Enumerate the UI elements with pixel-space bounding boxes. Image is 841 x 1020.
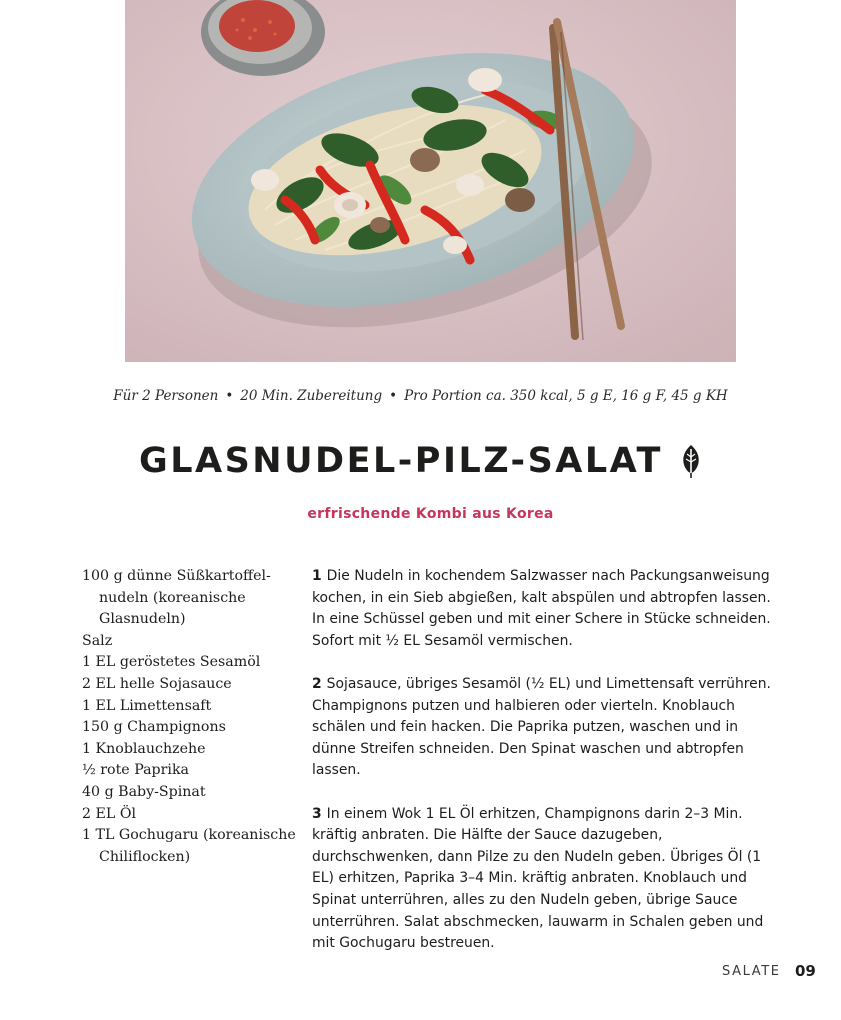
ingredient-item: ½ rote Paprika <box>82 762 190 779</box>
ingredient-item: 150 g Champignons <box>82 719 226 736</box>
ingredient-item: 1 EL Limettensaft <box>82 697 212 714</box>
footer-section-label: SALATE <box>722 964 781 979</box>
ingredient-item: 1 EL geröstetes Sesamöl <box>82 654 261 671</box>
prep-time: 20 Min. Zubereitung <box>240 388 383 404</box>
step-1 <box>312 566 777 652</box>
ingredient-item: 2 EL helle Sojasauce <box>82 675 232 692</box>
step-number: 2 <box>312 675 322 692</box>
recipe-meta <box>0 388 841 404</box>
servings: Für 2 Personen <box>113 388 219 404</box>
step-2 <box>312 674 777 782</box>
ingredient-item: 100 g dünne Süßkartoffelnudeln (koreanische Glasnudeln) <box>82 568 271 628</box>
step-text: Die Nudeln in kochendem Salzwasser nach Packungsanweisung kochen, in ein Sieb abgießen, kalt abspülen und abtropfen lassen. In eine Schüssel geben und mit einer Schere in Stücke schneiden. Sofort mit ½ EL Sesamöl vermischen. <box>312 568 771 649</box>
separator: • <box>389 388 398 404</box>
step-number: 1 <box>312 568 322 584</box>
page-number: 09 <box>795 962 816 980</box>
title-row <box>0 441 841 481</box>
ingredient-item: 40 g Baby-Spinat <box>82 783 206 800</box>
recipe-photo <box>125 0 736 362</box>
recipe-subtitle: erfrischende Kombi aus Korea <box>307 506 554 522</box>
step-number: 3 <box>312 805 322 822</box>
ingredient-item: 2 EL Öl <box>82 805 136 822</box>
preparation-steps <box>312 566 777 976</box>
ingredient-item: Salz <box>82 632 113 649</box>
separator: • <box>225 388 234 404</box>
ingredient-list <box>82 566 297 868</box>
step-text: Sojasauce, übriges Sesamöl (½ EL) und Limettensaft verrühren. Champignons putzen und halbieren oder vierteln. Knoblauch schälen und fein hacken. Die Paprika putzen, waschen und in dünne Streifen schneiden. Den Spinat waschen und abtropfen lassen. <box>312 675 771 779</box>
recipe-title: GLASNUDEL-PILZ-SALAT <box>138 441 663 481</box>
ingredient-item: 1 TL Gochugaru (koreanische Chiliflocken) <box>82 827 296 865</box>
nutrition-info: Pro Portion ca. 350 kcal, 5 g E, 16 g F, 45 g KH <box>404 388 728 404</box>
leaf-icon <box>680 443 702 479</box>
step-text: In einem Wok 1 EL Öl erhitzen, Champignons darin 2–3 Min. kräftig anbraten. Die Hälfte der Sauce dazugeben, durchschwenken, dann Pilze zu den Nudeln geben. Übriges Öl (1 EL) erhitzen, Paprika 3–4 Min. kräftig anbraten. Knoblauch und Spinat unterrühren, alles zu den Nudeln geben, übrige Sauce unterrühren. Salat abschmecken, lauwarm in Schalen geben und mit Gochugaru bestreuen. <box>312 805 764 952</box>
ingredient-item: 1 Knoblauchzehe <box>82 740 206 757</box>
step-3 <box>312 804 777 955</box>
